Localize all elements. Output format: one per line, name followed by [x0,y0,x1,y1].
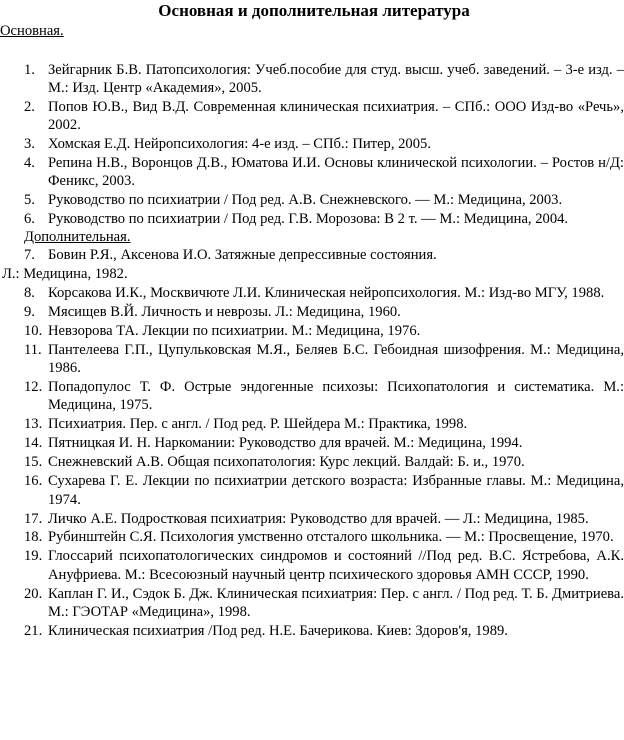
document-page [0,1,624,640]
item-continuation: Л.: Медицина, 1982. [2,266,128,283]
item-text: Психиатрия. Пер. с англ. / Под ред. Р. Шейдера М.: Практика, 1998. [48,416,468,433]
item-text: Попов Ю.В., Вид В.Д. Современная клиническая психиатрия. – СПб.: ООО Изд-во «Речь», 2002. [48,99,624,134]
additional-literature-list [0,246,624,264]
item-number: 17. [24,510,43,527]
item-text: Руководство по психиатрии / Под ред. А.В. Снежневского. — М.: Медицина, 2003. [48,192,563,209]
item-number: 19. [24,548,43,565]
list-item [0,210,624,228]
additional-literature-list-continued [0,284,624,639]
item-text: Рубинштейн С.Я. Психология умственно отсталого школьника. — М.: Просвещение, 1970. [48,529,614,546]
item-number: 3. [24,136,35,153]
document-title: Основная и дополнительная литература [158,1,470,20]
item-text: Мясищев В.Й. Личность и неврозы. Л.: Медицина, 1960. [48,304,401,321]
list-item [0,585,624,621]
item-number: 5. [24,192,35,209]
item-text: Глоссарий психопатологических синдромов и состояний //Под ред. В.С. Ястребова, А.К. Ануфриева. М.: Всесоюзный научный центр психического здоровья АМН СССР, 1990. [48,548,624,583]
item-number: 9. [24,304,35,321]
list-item [0,98,624,134]
item-number: 8. [24,285,35,302]
item-text: Снежневский А.В. Общая психопатология: Курс лекций. Валдай: Б. и., 1970. [48,454,525,471]
item-text: Зейгарник Б.В. Патопсихология: Учеб.пособие для студ. высш. учеб. заведений. – 3-е изд. – М.: Изд. Центр «Академия», 2005. [48,62,624,97]
item-text: Корсакова И.К., Москвичюте Л.И. Клиническая нейропсихология. М.: Изд-во МГУ, 1988. [48,285,605,302]
list-item [0,61,624,97]
item-text: Бовин Р.Я., Аксенова И.О. Затяжные депрессивные состояния. [48,247,437,264]
list-item [0,622,624,640]
list-item [0,154,624,190]
list-item [0,528,624,546]
item-text: Руководство по психиатрии / Под ред. Г.В. Морозова: В 2 т. — М.: Медицина, 2004. [48,211,569,228]
item-number: 2. [24,99,35,116]
item-text: Каплан Г. И., Сэдок Б. Дж. Клиническая психиатрия: Пер. с англ. / Под ред. Т. Б. Дмитриева. М.: ГЭОТАР «Медицина», 1998. [48,585,624,620]
list-item [0,135,624,153]
additional-literature-heading: Дополнительная. [24,229,131,246]
list-item [0,246,624,264]
item-text: Хомская Е.Д. Нейропсихология: 4-е изд. – СПб.: Питер, 2005. [48,136,431,153]
list-item [0,303,624,321]
list-item [0,322,624,340]
list-item [0,472,624,508]
item-text: Попадопулос Т. Ф. Острые эндогенные психозы: Психопатология и систематика. М.: Медицина, 1975. [48,379,624,414]
item-number: 7. [24,247,35,264]
item-text: Репина Н.В., Воронцов Д.В., Юматова И.И. Основы клинической психологии. – Ростов н/Д: Феникс, 2003. [48,155,624,190]
item-number: 12. [24,379,43,396]
item-text: Клиническая психиатрия /Под ред. Н.Е. Бачерикова. Киев: Здоров'я, 1989. [48,622,508,639]
list-item [0,434,624,452]
item-text: Невзорова ТА. Лекции по психиатрии. М.: Медицина, 1976. [48,323,421,340]
item-number: 20. [24,585,43,602]
main-literature-list [0,61,624,228]
item-number: 15. [24,454,43,471]
item-text: Сухарева Г. Е. Лекции по психиатрии детского возраста: Избранные главы. М.: Медицина, 1974. [48,473,624,508]
item-number: 10. [24,323,43,340]
item-text: Пантелеева Г.П., Цупульковская М.Я., Беляев Б.С. Гебоидная шизофрения. М.: Медицина, 1986. [48,342,624,377]
item-number: 6. [24,211,35,228]
list-item [0,191,624,209]
main-literature-heading: Основная. [0,23,64,39]
item-text: Личко А.Е. Подростковая психиатрия: Руководство для врачей. — Л.: Медицина, 1985. [48,510,589,527]
item-number: 14. [24,435,43,452]
item-number: 16. [24,473,43,490]
item-text: Пятницкая И. Н. Наркомании: Руководство для врачей. М.: Медицина, 1994. [48,435,523,452]
list-item [0,378,624,414]
list-item [0,415,624,433]
list-item [0,341,624,377]
item-number: 11. [24,342,42,359]
item-number: 13. [24,416,43,433]
list-item [0,547,624,583]
list-item [0,284,624,302]
list-item [0,453,624,471]
item-number: 18. [24,529,43,546]
item-number: 1. [24,62,35,78]
item-number: 4. [24,155,35,172]
list-item [0,510,624,528]
item-number: 21. [24,622,43,639]
